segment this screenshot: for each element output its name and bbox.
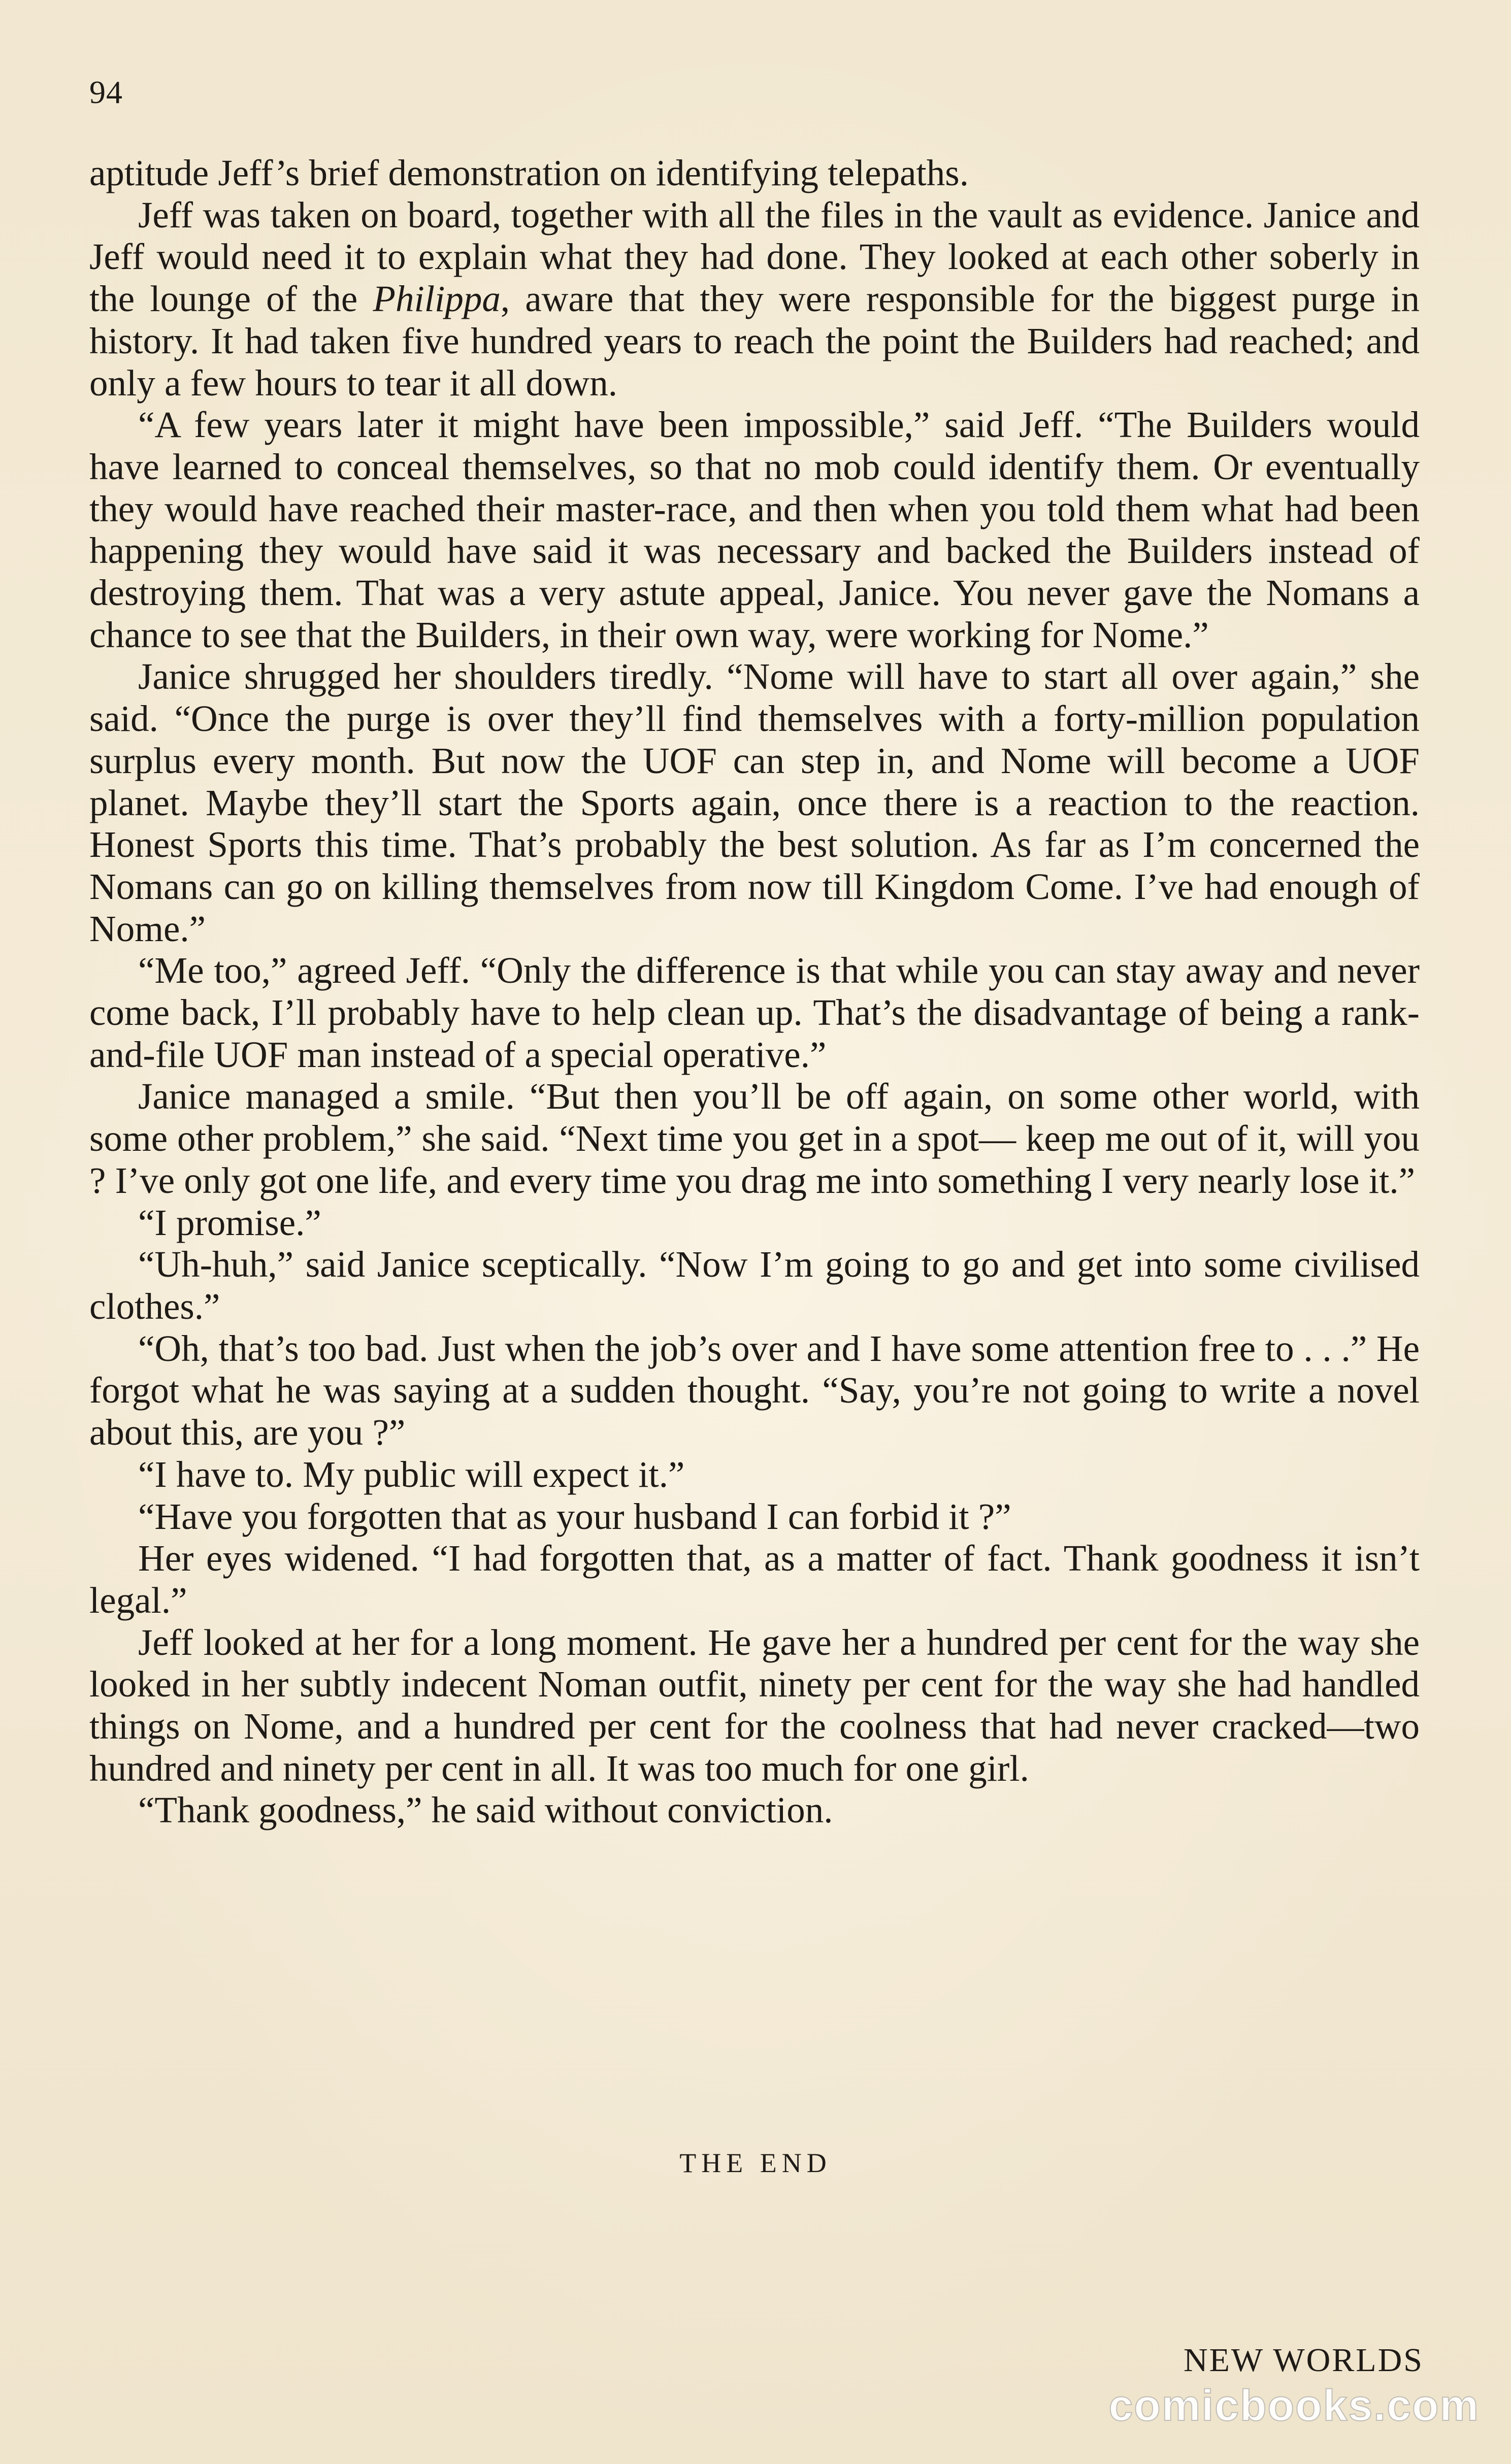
- paragraph: “Uh-huh,” said Janice sceptically. “Now I’m going to go and get into some civilised clothes.”: [89, 1244, 1420, 1327]
- paragraph: Janice shrugged her shoulders tiredly. “Nome will have to start all over again,” she said. “Once the purge is over they’ll find themselves with a forty-million population surplus every month. But now the UOF can step in, and Nome will become a UOF planet. Maybe they’ll start the Sports again, once there is a reaction to the reaction. Honest Sports this time. That’s probably the best solution. As far as I’m concerned the Nomans can go on killing themselves from now till Kingdom Come. I’ve had enough of Nome.”: [89, 656, 1420, 949]
- paragraph: Janice managed a smile. “But then you’ll be off again, on some other world, with some other problem,” she said. “Next time you get in a spot— keep me out of it, will you ? I’ve only got one life, and every time you drag me into something I very nearly lose it.”: [89, 1076, 1420, 1201]
- paragraph: “Thank goodness,” he said without conviction.: [138, 1789, 833, 1831]
- paragraph: “Have you forgotten that as your husband I can forbid it ?”: [138, 1495, 1011, 1537]
- page-number: 94: [89, 74, 123, 110]
- paragraph: “Me too,” agreed Jeff. “Only the difference is that while you can stay away and never come back, I’ll probably have to help clean up. That’s the disadvantage of being a rank-and-file UOF man instead of a special operative.”: [89, 950, 1420, 1075]
- magazine-title: NEW WORLDS: [1183, 2342, 1424, 2379]
- paragraph: “A few years later it might have been impossible,” said Jeff. “The Builders would have learned to conceal themselves, so that no mob could identify them. Or eventually they would have reached their master-race, and then when you told them what had been happening they would have said it was necessary and backed the Builders instead of destroying them. That was a very astute appeal, Janice. You never gave the Nomans a chance to see that the Builders, in their own way, were working for Nome.”: [89, 404, 1420, 655]
- paragraph: “I promise.”: [138, 1202, 321, 1243]
- watermark: comicbooks.com: [1108, 2381, 1480, 2430]
- paragraph: Jeff looked at her for a long moment. He gave her a hundred per cent for the way she looked in her subtly indecent Noman outfit, ninety per cent for the way she had handled things on Nome, and a hundred per cent for the coolness that had never cracked—two hundred and ninety per cent in all. It was too much for one girl.: [89, 1621, 1420, 1789]
- story-text: [89, 152, 1420, 1832]
- ship-name: Philippa: [373, 278, 501, 320]
- paragraph: “Oh, that’s too bad. Just when the job’s over and I have some attention free to . . .” He forgot what he was saying at a sudden thought. “Say, you’re not going to write a novel about this, are you ?”: [89, 1327, 1420, 1453]
- paragraph: Her eyes widened. “I had forgotten that, as a matter of fact. Thank goodness it isn’t legal.”: [89, 1538, 1420, 1621]
- the-end-label: THE END: [679, 2148, 832, 2178]
- paragraph: aptitude Jeff’s brief demonstration on identifying telepaths.: [89, 152, 969, 193]
- paragraph: Jeff was taken on board, together with all the files in the vault as evidence. Janice and Jeff would need it to explain what they had done. They looked at each other soberly in the lounge of the Philippa, aware that they were responsible for the biggest purge in history. It had taken five hundred years to reach the point the Builders had reached; and only a few hours to tear it all down.: [89, 194, 1420, 404]
- paragraph: “I have to. My public will expect it.”: [138, 1453, 685, 1495]
